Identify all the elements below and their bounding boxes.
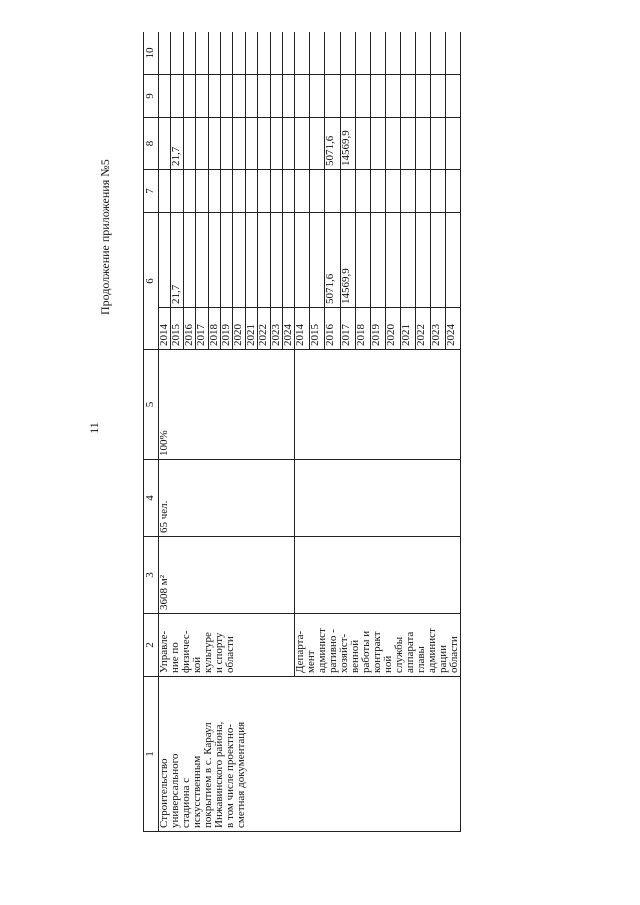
col7-cell — [258, 170, 270, 213]
executor-cell — [159, 614, 295, 677]
executor-line: службы — [393, 636, 406, 673]
col9-cell — [355, 75, 370, 118]
executor-line: Управле- — [158, 630, 170, 673]
cost-total-cell — [196, 213, 208, 308]
cost-total-cell — [282, 213, 294, 308]
executor-line: контракт — [371, 631, 384, 673]
col10-cell — [258, 32, 270, 75]
regional-budget-cell — [196, 118, 208, 170]
col10-cell — [183, 32, 195, 75]
project-name-cell — [159, 677, 461, 832]
project-name-line: стадиона с — [180, 777, 192, 828]
project-name-line: Строительство — [158, 758, 170, 828]
year-cell: 2020 — [385, 308, 400, 350]
cost-total-cell — [310, 213, 325, 308]
regional-budget-cell — [208, 118, 220, 170]
col9-cell — [196, 75, 208, 118]
header-col-5: 5 — [144, 350, 159, 460]
cost-total-cell — [159, 213, 171, 308]
col7-cell — [415, 170, 430, 213]
regional-budget-cell — [282, 118, 294, 170]
col9-cell — [310, 75, 325, 118]
executor-line: области — [224, 636, 236, 673]
header-col-4: 4 — [144, 460, 159, 537]
cost-total-cell — [183, 213, 195, 308]
col9-cell — [325, 75, 340, 118]
col10-cell — [370, 32, 385, 75]
executor-line: и спорту — [213, 632, 225, 673]
executor-line: венной — [349, 639, 362, 673]
cost-total-cell: 5071,6 — [325, 213, 340, 308]
col10-cell — [196, 32, 208, 75]
col7-cell — [370, 170, 385, 213]
year-cell: 2019 — [220, 308, 232, 350]
executor-line: ние по — [169, 642, 181, 673]
col7-cell — [208, 170, 220, 213]
col7-cell — [171, 170, 183, 213]
executor-line: главы — [415, 646, 428, 673]
year-cell: 2020 — [233, 308, 245, 350]
col9-cell — [385, 75, 400, 118]
table-row — [159, 32, 171, 832]
cost-total-cell — [208, 213, 220, 308]
regional-budget-cell — [446, 118, 461, 170]
cost-total-cell — [415, 213, 430, 308]
project-name-line: искусственным — [191, 755, 203, 828]
col9-cell — [258, 75, 270, 118]
year-cell: 2021 — [400, 308, 415, 350]
regional-budget-cell — [258, 118, 270, 170]
executor-line: админист — [316, 628, 329, 673]
executor-line: культуре — [202, 632, 214, 673]
project-name-line: Инжавинского района, — [213, 721, 225, 828]
col10-cell — [208, 32, 220, 75]
col9-cell — [270, 75, 282, 118]
table-body — [159, 32, 461, 832]
cost-total-cell: 14569,9 — [340, 213, 355, 308]
col7-cell — [270, 170, 282, 213]
col7-cell — [159, 170, 171, 213]
regional-budget-cell — [370, 118, 385, 170]
header-row — [144, 32, 159, 832]
executor-line: Департа- — [294, 630, 307, 673]
cost-total-cell — [431, 213, 446, 308]
col9-cell — [415, 75, 430, 118]
col7-cell — [340, 170, 355, 213]
col7-cell — [245, 170, 257, 213]
year-cell: 2014 — [295, 308, 310, 350]
appendix-caption: Продолжение приложения №5 — [98, 159, 112, 315]
year-cell: 2023 — [431, 308, 446, 350]
header-col-10: 10 — [144, 32, 159, 75]
regional-budget-cell — [431, 118, 446, 170]
cost-total-cell — [355, 213, 370, 308]
regional-budget-cell: 5071,6 — [325, 118, 340, 170]
col7-cell — [355, 170, 370, 213]
col9-cell — [208, 75, 220, 118]
executor-cell — [295, 614, 461, 677]
area-cell — [295, 537, 461, 614]
area-cell — [159, 537, 295, 614]
col10-cell — [220, 32, 232, 75]
executor-line: физичес- — [180, 630, 192, 673]
program-table — [143, 32, 461, 832]
project-name-line: покрытием в с. Караул — [202, 722, 214, 828]
col9-cell — [400, 75, 415, 118]
capacity-cell — [295, 460, 461, 537]
cost-total-cell — [258, 213, 270, 308]
col10-cell — [446, 32, 461, 75]
executor-line: админист — [426, 628, 439, 673]
regional-budget-cell — [270, 118, 282, 170]
header-col-3: 3 — [144, 537, 159, 614]
executor-line: ративно - — [327, 629, 340, 673]
year-cell: 2024 — [282, 308, 294, 350]
col10-cell — [340, 32, 355, 75]
col7-cell — [196, 170, 208, 213]
col9-cell — [431, 75, 446, 118]
year-cell: 2018 — [208, 308, 220, 350]
year-cell: 2019 — [370, 308, 385, 350]
executor-line: кой — [191, 656, 203, 673]
cost-total-cell — [446, 213, 461, 308]
col7-cell — [431, 170, 446, 213]
cost-total-cell — [270, 213, 282, 308]
col7-cell — [282, 170, 294, 213]
page-number: 11 — [87, 422, 101, 434]
capacity-value: 65 чел. — [158, 500, 170, 533]
project-name-line: сметная документация — [235, 721, 247, 828]
year-cell: 2024 — [446, 308, 461, 350]
project-name-line: в том числе проектно- — [224, 724, 236, 828]
executor-line: хозяйст- — [338, 633, 351, 673]
col9-cell — [340, 75, 355, 118]
year-cell: 2017 — [196, 308, 208, 350]
cost-total-cell — [245, 213, 257, 308]
col9-cell — [295, 75, 310, 118]
executor-line: мент — [305, 650, 318, 673]
col7-cell — [233, 170, 245, 213]
percent-cell — [159, 350, 295, 460]
col10-cell — [415, 32, 430, 75]
header-col-2: 2 — [144, 614, 159, 677]
col9-cell — [159, 75, 171, 118]
regional-budget-cell — [233, 118, 245, 170]
col10-cell — [400, 32, 415, 75]
cost-total-cell — [295, 213, 310, 308]
cost-total-cell — [233, 213, 245, 308]
col10-cell — [385, 32, 400, 75]
executor-line: аппарата — [404, 631, 417, 673]
regional-budget-cell — [385, 118, 400, 170]
col10-cell — [310, 32, 325, 75]
table-viewport — [143, 32, 595, 832]
regional-budget-cell — [310, 118, 325, 170]
header-col-7: 7 — [144, 170, 159, 213]
col7-cell — [310, 170, 325, 213]
col9-cell — [183, 75, 195, 118]
regional-budget-cell — [295, 118, 310, 170]
cost-total-cell — [385, 213, 400, 308]
col9-cell — [233, 75, 245, 118]
year-cell: 2016 — [183, 308, 195, 350]
col10-cell — [325, 32, 340, 75]
regional-budget-cell — [220, 118, 232, 170]
regional-budget-cell — [355, 118, 370, 170]
executor-line: ной — [382, 655, 395, 673]
rotated-table-container — [143, 32, 595, 832]
col10-cell — [282, 32, 294, 75]
year-cell: 2014 — [159, 308, 171, 350]
header-col-1: 1 — [144, 677, 159, 832]
regional-budget-cell — [159, 118, 171, 170]
cost-total-cell: 21,7 — [171, 213, 183, 308]
regional-budget-cell — [415, 118, 430, 170]
col10-cell — [355, 32, 370, 75]
executor-line: рации — [437, 644, 450, 673]
header-col-9: 9 — [144, 75, 159, 118]
percent-value: 100% — [158, 430, 170, 456]
regional-budget-cell — [183, 118, 195, 170]
executor-line: работы и — [360, 630, 373, 673]
year-cell: 2015 — [171, 308, 183, 350]
year-cell: 2023 — [270, 308, 282, 350]
regional-budget-cell: 21,7 — [171, 118, 183, 170]
col10-cell — [295, 32, 310, 75]
col10-cell — [171, 32, 183, 75]
regional-budget-cell — [245, 118, 257, 170]
col9-cell — [171, 75, 183, 118]
regional-budget-cell — [400, 118, 415, 170]
col9-cell — [220, 75, 232, 118]
year-cell: 2022 — [258, 308, 270, 350]
percent-cell — [295, 350, 461, 460]
col7-cell — [446, 170, 461, 213]
executor-line: области — [448, 636, 461, 673]
col9-cell — [282, 75, 294, 118]
year-cell: 2021 — [245, 308, 257, 350]
col7-cell — [400, 170, 415, 213]
col10-cell — [245, 32, 257, 75]
col7-cell — [295, 170, 310, 213]
year-cell: 2016 — [325, 308, 340, 350]
header-col-8: 8 — [144, 118, 159, 170]
cost-total-cell — [400, 213, 415, 308]
capacity-cell — [159, 460, 295, 537]
cost-total-cell — [370, 213, 385, 308]
header-col-6: 6 — [144, 213, 159, 350]
col10-cell — [159, 32, 171, 75]
col10-cell — [270, 32, 282, 75]
col9-cell — [446, 75, 461, 118]
year-cell: 2018 — [355, 308, 370, 350]
year-cell: 2022 — [415, 308, 430, 350]
col7-cell — [325, 170, 340, 213]
year-cell: 2017 — [340, 308, 355, 350]
cost-total-cell — [220, 213, 232, 308]
col10-cell — [431, 32, 446, 75]
col9-cell — [370, 75, 385, 118]
year-cell: 2015 — [310, 308, 325, 350]
project-name-line: универсального — [169, 753, 181, 828]
col7-cell — [183, 170, 195, 213]
col9-cell — [245, 75, 257, 118]
area-value: 3608 м² — [158, 574, 170, 610]
col7-cell — [385, 170, 400, 213]
col7-cell — [220, 170, 232, 213]
regional-budget-cell: 14569,9 — [340, 118, 355, 170]
col10-cell — [233, 32, 245, 75]
